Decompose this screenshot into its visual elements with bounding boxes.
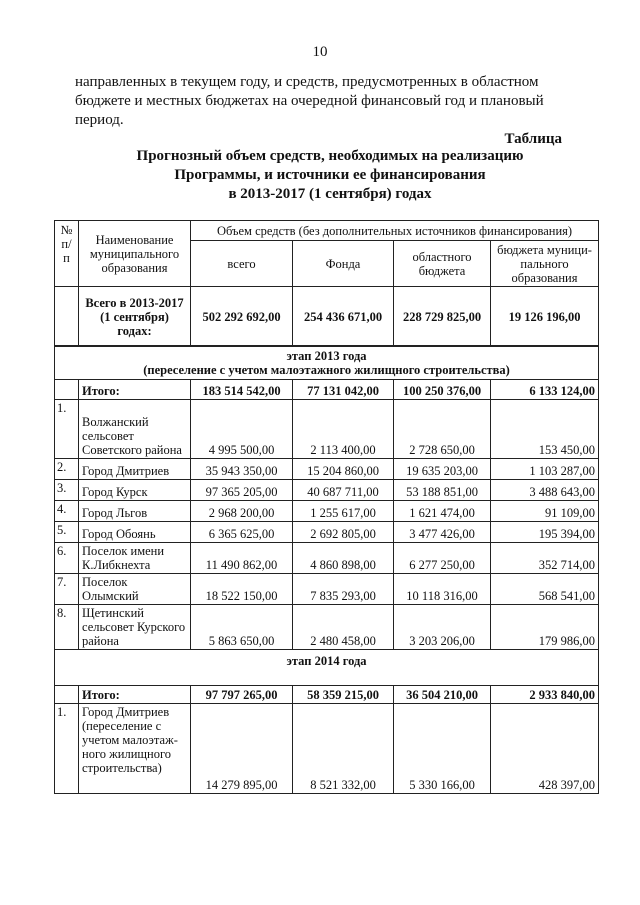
stage-2014-total-regional: 36 504 210,00: [394, 686, 491, 704]
row-total: 2 968 200,00: [191, 501, 293, 522]
header-fund: Фонда: [293, 241, 394, 287]
row-num: 1.: [55, 400, 79, 459]
row-name: Щетинский сельсовет Курского района: [79, 605, 191, 650]
row-municipal: 568 541,00: [491, 574, 599, 605]
stage-2014-total-municipal: 2 933 840,00: [491, 686, 599, 704]
row-regional: 2 728 650,00: [394, 400, 491, 459]
row-num: 7.: [55, 574, 79, 605]
row-fund: 2 692 805,00: [293, 522, 394, 543]
row-name: Город Курск: [79, 480, 191, 501]
row-num: 1.: [55, 704, 79, 794]
stage-2013-title-line1: этап 2013 года: [286, 348, 367, 363]
row-fund: 40 687 711,00: [293, 480, 394, 501]
row-name: Город Дмитриев (переселение с учетом малоэтаж-ного жилищного строительства): [79, 704, 191, 794]
table-row: [55, 543, 599, 574]
row-num: 3.: [55, 480, 79, 501]
stages-table: [54, 345, 599, 794]
table-row: [55, 704, 599, 794]
row-name: Волжанский сельсовет Советского района: [79, 400, 191, 459]
table-title: [60, 147, 600, 204]
row-municipal: 179 986,00: [491, 605, 599, 650]
stage-2014-total-total: 97 797 265,00: [191, 686, 293, 704]
table-row: [55, 501, 599, 522]
header-num: № п/ п: [55, 221, 79, 287]
row-total: 5 863 650,00: [191, 605, 293, 650]
stage-2014-total-label: Итого:: [79, 686, 191, 704]
paragraph-line: период.: [75, 112, 124, 128]
table-row: [55, 574, 599, 605]
row-num: 2.: [55, 459, 79, 480]
stage-2013-total-regional: 100 250 376,00: [394, 380, 491, 400]
table-row: [55, 605, 599, 650]
grand-total-total: 502 292 692,00: [191, 287, 293, 347]
row-regional: 5 330 166,00: [394, 704, 491, 794]
row-total: 97 365 205,00: [191, 480, 293, 501]
header-name: Наименование муниципального образования: [79, 221, 191, 287]
row-total: 11 490 862,00: [191, 543, 293, 574]
row-regional: 6 277 250,00: [394, 543, 491, 574]
row-total: 18 522 150,00: [191, 574, 293, 605]
row-regional: 53 188 851,00: [394, 480, 491, 501]
row-regional: 3 477 426,00: [394, 522, 491, 543]
row-total: 4 995 500,00: [191, 400, 293, 459]
row-fund: 4 860 898,00: [293, 543, 394, 574]
header-municipal: бюджета муници-пального образования: [491, 241, 599, 287]
stage-2013-total-fund: 77 131 042,00: [293, 380, 394, 400]
grand-total-label: Всего в 2013-2017 (1 сентября) годах:: [79, 287, 191, 347]
table-title-line: Программы, и источники ее финансирования: [174, 167, 486, 183]
stage-2013-total-total: 183 514 542,00: [191, 380, 293, 400]
row-municipal: 91 109,00: [491, 501, 599, 522]
row-regional: 19 635 203,00: [394, 459, 491, 480]
row-municipal: 153 450,00: [491, 400, 599, 459]
header-total: всего: [191, 241, 293, 287]
stage-2013-total-label: Итого:: [79, 380, 191, 400]
intro-paragraph: [75, 73, 595, 130]
row-regional: 3 203 206,00: [394, 605, 491, 650]
row-name: Поселок Олымский: [79, 574, 191, 605]
row-fund: 15 204 860,00: [293, 459, 394, 480]
paragraph-line: направленных в текущем году, и средств, предусмотренных в областном: [75, 74, 539, 90]
row-total: 14 279 895,00: [191, 704, 293, 794]
row-num: 5.: [55, 522, 79, 543]
row-num: 6.: [55, 543, 79, 574]
header-volume: Объем средств (без дополнительных источников финансирования): [191, 221, 599, 241]
table-label: Таблица: [504, 131, 562, 147]
row-name: Поселок имени К.Либкнехта: [79, 543, 191, 574]
header-table: [54, 220, 599, 347]
row-municipal: 352 714,00: [491, 543, 599, 574]
row-regional: 10 118 316,00: [394, 574, 491, 605]
row-municipal: 1 103 287,00: [491, 459, 599, 480]
row-fund: 7 835 293,00: [293, 574, 394, 605]
row-fund: 8 521 332,00: [293, 704, 394, 794]
table-title-line: Прогнозный объем средств, необходимых на реализацию: [136, 148, 524, 164]
row-total: 35 943 350,00: [191, 459, 293, 480]
header-regional: областного бюджета: [394, 241, 491, 287]
row-num: 4.: [55, 501, 79, 522]
grand-total-municipal: 19 126 196,00: [491, 287, 599, 347]
row-fund: 2 113 400,00: [293, 400, 394, 459]
stage-2013-total-municipal: 6 133 124,00: [491, 380, 599, 400]
grand-total-regional: 228 729 825,00: [394, 287, 491, 347]
row-total: 6 365 625,00: [191, 522, 293, 543]
row-municipal: 428 397,00: [491, 704, 599, 794]
row-name: Город Льгов: [79, 501, 191, 522]
stage-2014-title: этап 2014 года: [55, 650, 599, 686]
stage-2013-title-line2: (переселение с учетом малоэтажного жилищного строительства): [143, 362, 510, 377]
page-number: 10: [312, 44, 328, 60]
row-name: Город Обоянь: [79, 522, 191, 543]
table-row: [55, 400, 599, 459]
paragraph-line: бюджете и местных бюджетах на очередной финансовый год и плановый: [75, 93, 544, 109]
stage-2013-title: [55, 346, 599, 380]
table-row: [55, 459, 599, 480]
row-num: 8.: [55, 605, 79, 650]
row-fund: 2 480 458,00: [293, 605, 394, 650]
row-municipal: 195 394,00: [491, 522, 599, 543]
table-row: [55, 522, 599, 543]
grand-total-fund: 254 436 671,00: [293, 287, 394, 347]
row-regional: 1 621 474,00: [394, 501, 491, 522]
row-municipal: 3 488 643,00: [491, 480, 599, 501]
stage-2014-total-fund: 58 359 215,00: [293, 686, 394, 704]
row-name: Город Дмитриев: [79, 459, 191, 480]
table-row: [55, 480, 599, 501]
row-fund: 1 255 617,00: [293, 501, 394, 522]
table-title-line: в 2013-2017 (1 сентября) годах: [228, 186, 432, 202]
